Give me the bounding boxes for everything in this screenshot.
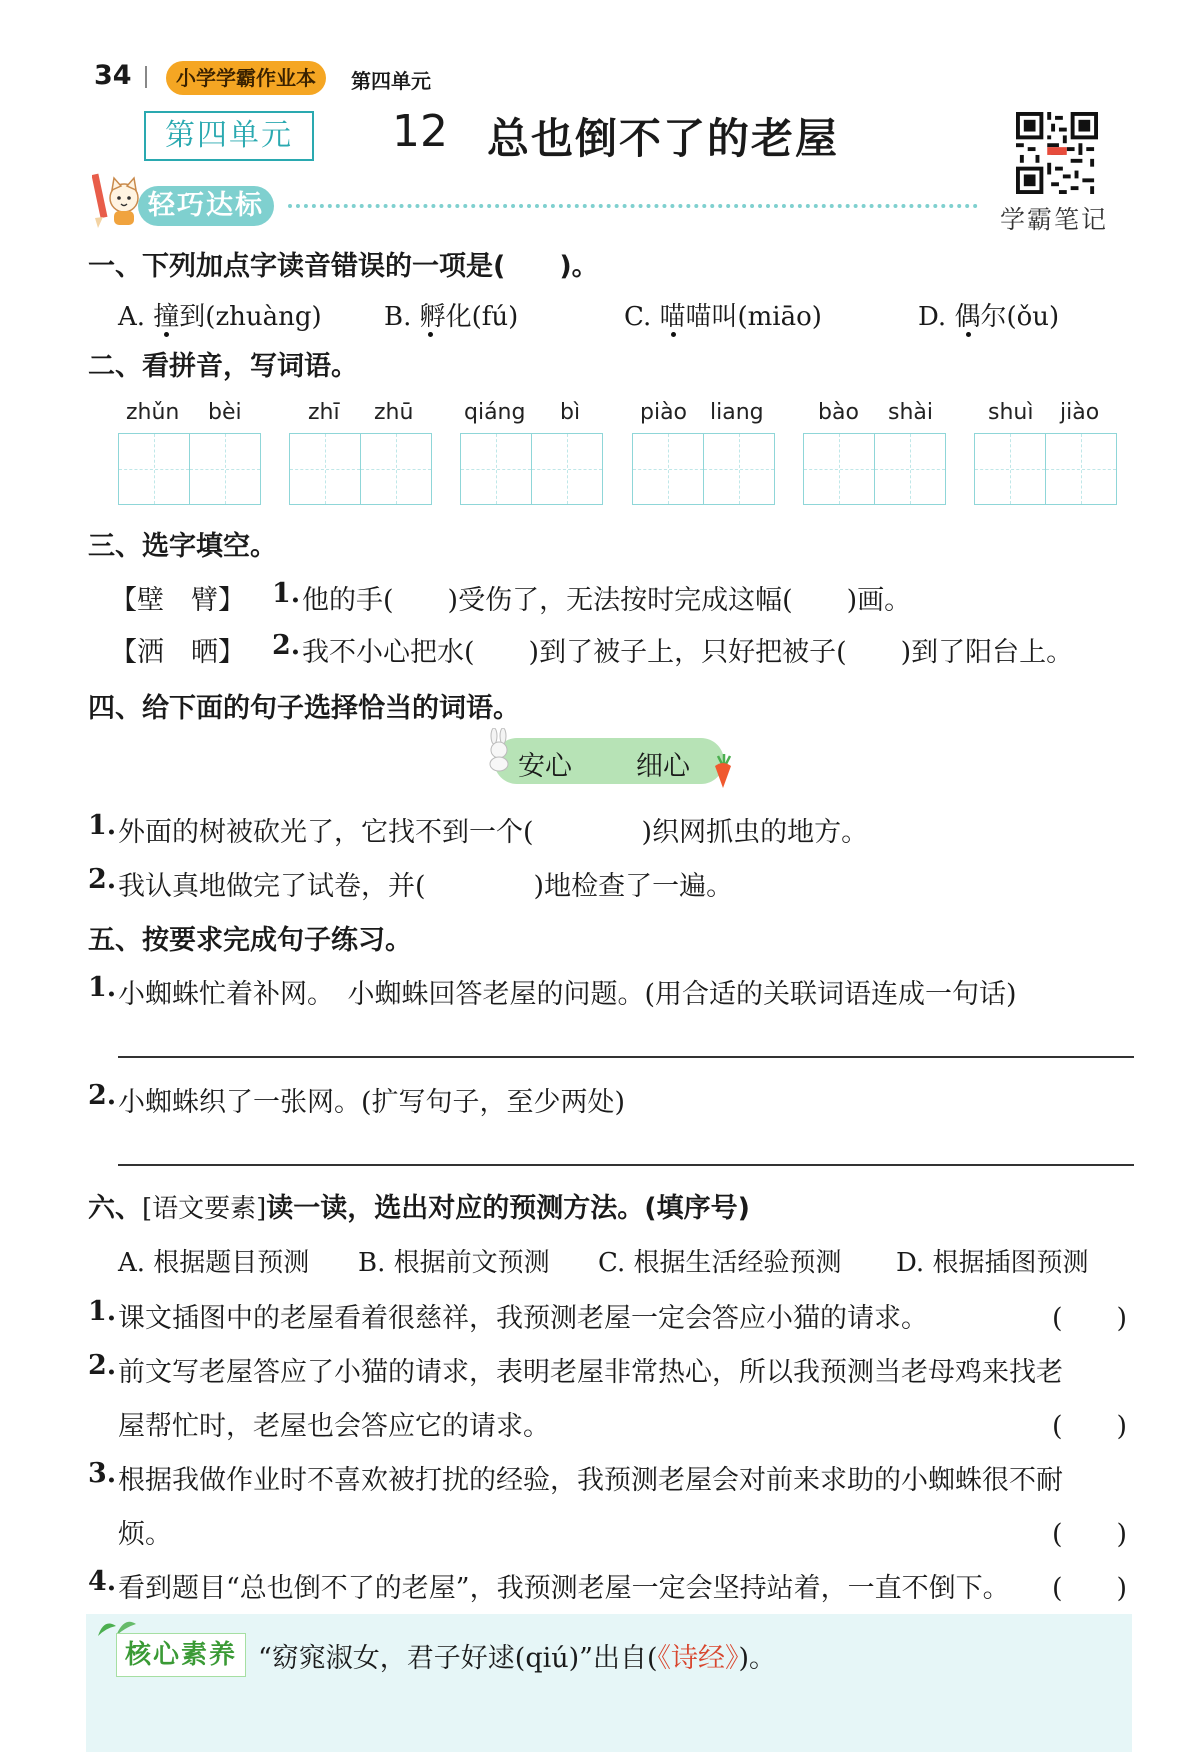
q6-item-number: 3. xyxy=(88,1458,117,1489)
writing-cell[interactable] xyxy=(532,433,603,505)
q6-item-line: 看到题目“总也倒不了的老屋”，我预测老屋一定会坚持站着，一直不倒下。 xyxy=(118,1573,1010,1604)
notes-label: 学霸笔记 xyxy=(1000,205,1109,234)
writing-cell[interactable] xyxy=(118,433,190,505)
q6-item-line: 屋帮忙时，老屋也会答应它的请求。 xyxy=(118,1411,550,1442)
q6-item-number: 1. xyxy=(88,1296,117,1327)
pinyin-label: bì xyxy=(560,400,581,425)
q6-tag: [语文要素] xyxy=(142,1194,267,1224)
q6-item-line: 前文写老屋答应了小猫的请求，表明老屋非常热心，所以我预测当老母鸡来找老 xyxy=(118,1357,1063,1388)
q5-item-number: 1. xyxy=(88,972,117,1003)
pinyin-label: jiào xyxy=(1060,400,1100,425)
q3-char-choice: 【洒 晒】 xyxy=(110,637,245,668)
q6-answer-blank[interactable]: ( ) xyxy=(1052,1303,1128,1334)
q1-heading: 一、下列加点字读音错误的一项是( )。 xyxy=(88,251,599,282)
q6-heading-prefix: 六、 xyxy=(88,1193,142,1224)
q5-item-text: 小蜘蛛忙着补网。 小蜘蛛回答老屋的问题。(用合适的关联词语连成一句话) xyxy=(118,979,1017,1010)
pinyin-label: liang xyxy=(710,400,764,425)
emphasis-dot xyxy=(428,332,433,337)
header-unit: 第四单元 xyxy=(351,69,431,93)
writing-grid-pair[interactable] xyxy=(803,433,947,505)
q6-item-line: 烦。 xyxy=(118,1519,172,1550)
section-banner: 轻巧达标 xyxy=(138,186,274,226)
cat-pencil-icon xyxy=(92,168,144,230)
carrot-icon xyxy=(710,752,736,790)
q5-item-number: 2. xyxy=(88,1080,117,1111)
brand-badge: 小学学霸作业本 xyxy=(166,61,326,95)
writing-cell[interactable] xyxy=(704,433,775,505)
q6-item-line: 课文插图中的老屋看着很慈祥，我预测老屋一定会答应小猫的请求。 xyxy=(118,1303,928,1334)
pinyin-label: bào xyxy=(818,400,859,425)
pinyin-label: shuì xyxy=(988,400,1034,425)
pinyin-label: zhǔn xyxy=(126,400,180,425)
q6-option-b: B. 根据前文预测 xyxy=(358,1248,550,1278)
q4-item-text: 外面的树被砍光了，它找不到一个( )织网抓虫的地方。 xyxy=(118,817,869,848)
writing-cell[interactable] xyxy=(974,433,1046,505)
q6-item-number: 2. xyxy=(88,1350,117,1381)
q6-item-line: 根据我做作业时不喜欢被打扰的经验，我预测老屋会对前来求助的小蜘蛛很不耐 xyxy=(118,1465,1063,1496)
qr-code-icon[interactable] xyxy=(1016,112,1098,194)
writing-grid-pair[interactable] xyxy=(632,433,776,505)
core-literacy-tag: 核心素养 xyxy=(116,1633,246,1677)
q6-option-d: D. 根据插图预测 xyxy=(896,1248,1089,1278)
q4-heading: 四、给下面的句子选择恰当的词语。 xyxy=(88,693,520,724)
q5-heading: 五、按要求完成句子练习。 xyxy=(88,925,412,956)
writing-grid-pair[interactable] xyxy=(974,433,1118,505)
word-choice-1: 安心 xyxy=(518,751,572,782)
q3-item-number: 2. xyxy=(272,630,301,661)
lesson-number: 12 xyxy=(392,106,448,157)
core-book-title: 《诗经》 xyxy=(657,1643,739,1674)
q4-item-number: 1. xyxy=(88,810,117,841)
q3-item-number: 1. xyxy=(272,578,301,609)
writing-cell[interactable] xyxy=(460,433,532,505)
header-divider xyxy=(145,66,147,88)
q5-item-text: 小蜘蛛织了一张网。(扩写句子，至少两处) xyxy=(118,1087,626,1118)
q3-char-choice: 【壁 臂】 xyxy=(110,585,245,616)
answer-line[interactable] xyxy=(118,1056,1134,1058)
q1-option-d: D. 偶尔(ǒu) xyxy=(918,302,1060,332)
q6-heading-rest: 读一读，选出对应的预测方法。(填序号) xyxy=(266,1193,750,1224)
q6-option-c: C. 根据生活经验预测 xyxy=(598,1248,842,1278)
pinyin-label: bèi xyxy=(208,400,242,425)
unit-badge: 第四单元 xyxy=(144,111,314,161)
word-choice-2: 细心 xyxy=(636,751,690,782)
q6-answer-blank[interactable]: ( ) xyxy=(1052,1519,1128,1550)
writing-cell[interactable] xyxy=(875,433,946,505)
writing-cell[interactable] xyxy=(190,433,261,505)
core-text-after: )。 xyxy=(738,1643,777,1674)
writing-grid-pair[interactable] xyxy=(460,433,604,505)
q6-answer-blank[interactable]: ( ) xyxy=(1052,1411,1128,1442)
q3-item-text: 我不小心把水( )到了被子上，只好把被子( )到了阳台上。 xyxy=(302,637,1074,668)
writing-cell[interactable] xyxy=(289,433,361,505)
page-number: 34 xyxy=(94,60,132,91)
banner-dotted-line xyxy=(288,204,978,208)
q4-item-number: 2. xyxy=(88,864,117,895)
q2-heading: 二、看拼音，写词语。 xyxy=(88,351,358,382)
q1-option-b: B. 孵化(fú) xyxy=(384,302,519,332)
q6-heading xyxy=(88,1186,750,1225)
emphasis-dot xyxy=(966,332,971,337)
writing-cell[interactable] xyxy=(803,433,875,505)
writing-cell[interactable] xyxy=(632,433,704,505)
core-text-before: “窈窕淑女，君子好逑(qiú)”出自( xyxy=(258,1643,658,1674)
answer-line[interactable] xyxy=(118,1164,1134,1166)
q6-item-number: 4. xyxy=(88,1566,117,1597)
q6-option-a: A. 根据题目预测 xyxy=(118,1248,310,1278)
q4-item-text: 我认真地做完了试卷，并( )地检查了一遍。 xyxy=(118,871,734,902)
q1-option-c: C. 喵喵叫(miāo) xyxy=(624,302,822,332)
q3-item-text: 他的手( )受伤了，无法按时完成这幅( )画。 xyxy=(302,585,912,616)
writing-cell[interactable] xyxy=(361,433,432,505)
writing-grid-pair[interactable] xyxy=(289,433,433,505)
pinyin-label: zhū xyxy=(374,400,414,425)
pinyin-label: zhī xyxy=(308,400,340,425)
q6-answer-blank[interactable]: ( ) xyxy=(1052,1573,1128,1604)
emphasis-dot xyxy=(164,332,169,337)
pinyin-label: shài xyxy=(888,400,933,425)
pinyin-label: piào xyxy=(640,400,688,425)
writing-grid-pair[interactable] xyxy=(118,433,262,505)
writing-cell[interactable] xyxy=(1046,433,1117,505)
q3-heading: 三、选字填空。 xyxy=(88,531,277,562)
q1-option-a: A. 撞到(zhuàng) xyxy=(118,302,322,332)
bunny-icon xyxy=(484,728,514,772)
emphasis-dot xyxy=(671,332,676,337)
core-literacy-text xyxy=(258,1636,776,1675)
pinyin-label: qiáng xyxy=(464,400,526,425)
lesson-title: 总也倒不了的老屋 xyxy=(487,114,840,163)
